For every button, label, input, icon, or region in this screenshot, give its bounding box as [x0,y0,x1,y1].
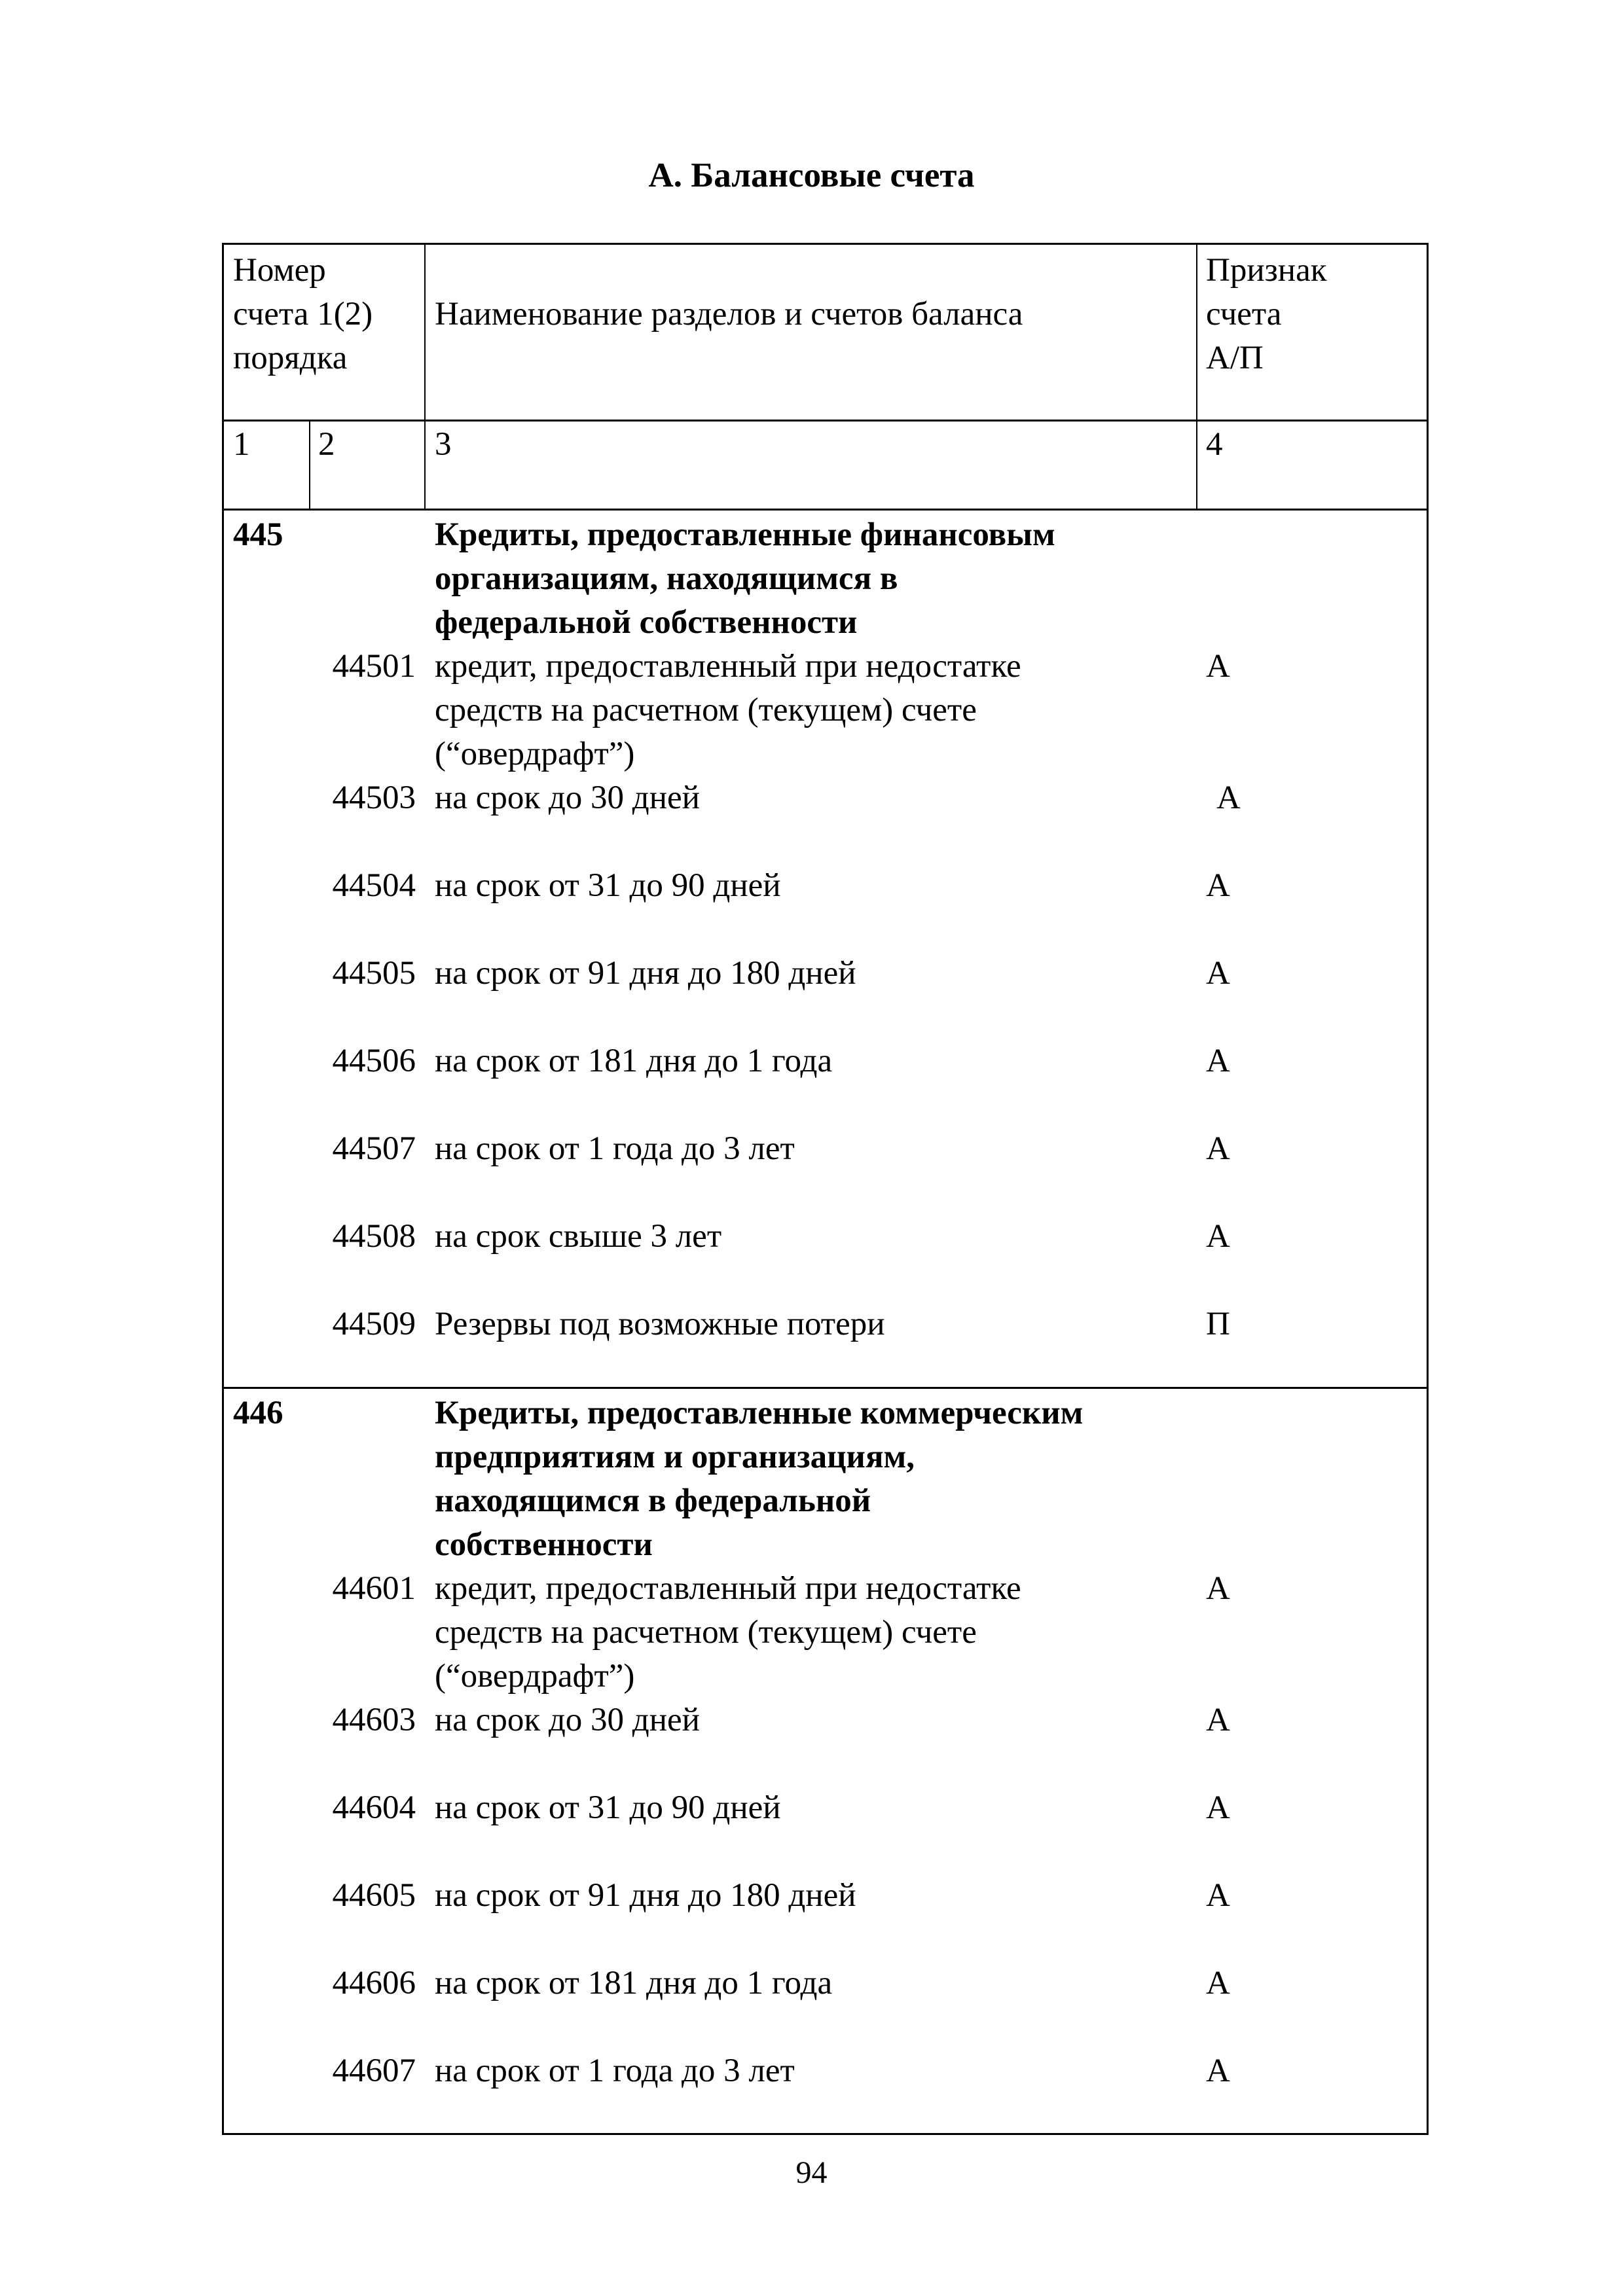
account-sign: А [1206,2053,1230,2089]
header-text: счета [1206,296,1282,332]
col-index-3: 3 [435,426,452,463]
col-divider [309,420,310,509]
section-title: Кредиты, предоставленные коммерческим [435,1395,1084,1431]
account-sign: А [1206,1130,1230,1167]
account-sign: А [1206,1702,1230,1738]
account-sign: А [1206,1218,1230,1255]
page-number: 94 [795,2155,828,2190]
account-name: на срок от 1 года до 3 лет [435,1130,795,1167]
account-code: 44603 [332,1702,416,1738]
header-text: Номер [233,252,326,289]
account-code: 44605 [332,1877,416,1914]
col-divider [1196,245,1197,509]
account-sign: А [1206,1965,1230,2001]
account-sign: А [1216,780,1241,816]
account-name: на срок от 181 дня до 1 года [435,1965,833,2001]
account-name: на срок от 91 дня до 180 дней [435,955,856,992]
section-code: 446 [233,1395,283,1431]
section-divider [224,1387,1427,1389]
section-code: 445 [233,516,283,553]
account-code: 44501 [332,648,416,685]
account-sign: П [1206,1306,1230,1342]
account-sign: А [1206,1877,1230,1914]
header-text: Признак [1206,252,1327,289]
account-name: средств на расчетном (текущем) счете [435,1614,977,1651]
section-title: Кредиты, предоставленные финансовым [435,516,1055,553]
account-name: (“овердрафт”) [435,736,635,772]
account-sign: А [1206,1789,1230,1826]
account-name: на срок до 30 дней [435,780,700,816]
header-account-name: Наименование разделов и счетов баланса [435,296,1023,332]
header-sign [1206,249,1326,380]
account-code: 44504 [332,867,416,904]
account-name: кредит, предоставленный при недостатке [435,648,1021,685]
account-name: средств на расчетном (текущем) счете [435,692,977,728]
account-sign: А [1206,955,1230,992]
account-code: 44506 [332,1043,416,1079]
account-name: на срок свыше 3 лет [435,1218,722,1255]
account-code: 44505 [332,955,416,992]
header-text: счета 1(2) [233,296,373,332]
section-title: федеральной собственности [435,604,858,641]
section-title: организациям, находящимся в [435,560,898,597]
account-name: на срок от 1 года до 3 лет [435,2053,795,2089]
col-divider [424,245,426,509]
account-code: 44509 [332,1306,416,1342]
section-title: находящимся в федеральной [435,1482,871,1519]
header-account-number [233,249,373,380]
account-name: кредит, предоставленный при недостатке [435,1570,1021,1607]
section-title: предприятиям и организациям, [435,1439,915,1475]
account-code: 44604 [332,1789,416,1826]
header-text: порядка [233,340,348,376]
account-name: на срок от 91 дня до 180 дней [435,1877,856,1914]
account-sign: А [1206,867,1230,904]
account-sign: А [1206,1570,1230,1607]
header-text: А/П [1206,340,1264,376]
account-name: (“овердрафт”) [435,1658,635,1695]
page-title: А. Балансовые счета [648,156,975,194]
index-row-divider [224,509,1427,511]
header-divider [224,420,1427,422]
account-code: 44601 [332,1570,416,1607]
account-code: 44507 [332,1130,416,1167]
section-title: собственности [435,1526,653,1563]
account-code: 44503 [332,780,416,816]
account-sign: А [1206,648,1230,685]
account-code: 44606 [332,1965,416,2001]
account-code: 44508 [332,1218,416,1255]
account-name: на срок от 31 до 90 дней [435,1789,781,1826]
account-name: Резервы под возможные потери [435,1306,885,1342]
account-code: 44607 [332,2053,416,2089]
account-name: на срок от 181 дня до 1 года [435,1043,833,1079]
col-index-1: 1 [233,426,250,463]
col-index-4: 4 [1206,426,1223,463]
balance-accounts-table [222,243,1429,2135]
account-name: на срок от 31 до 90 дней [435,867,781,904]
account-name: на срок до 30 дней [435,1702,700,1738]
col-index-2: 2 [318,426,335,463]
account-sign: А [1206,1043,1230,1079]
